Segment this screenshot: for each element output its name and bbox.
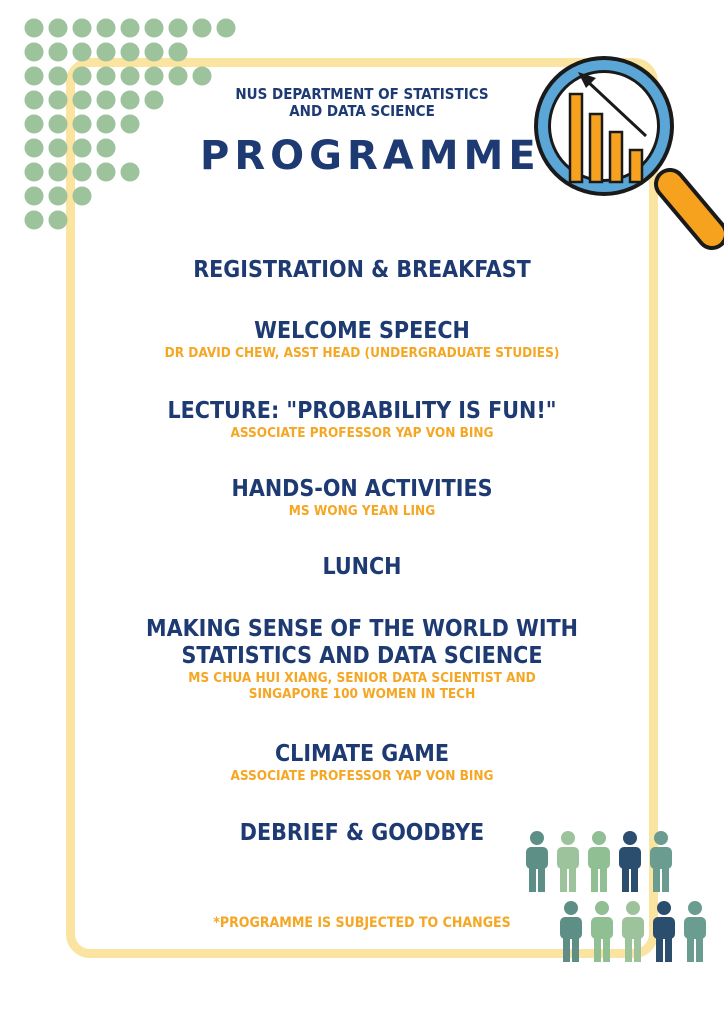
decorative-dot	[49, 139, 68, 158]
decorative-dot	[97, 163, 116, 182]
decorative-dot	[49, 211, 68, 230]
decorative-dot	[217, 19, 236, 38]
programme-item-hands-on	[100, 476, 624, 519]
decorative-dot	[25, 139, 44, 158]
item-speaker: MS WONG YEAN LING	[288, 503, 436, 519]
person-icon	[622, 901, 644, 962]
item-title: LUNCH	[322, 554, 402, 580]
decorative-dot	[49, 43, 68, 62]
decorative-dot	[97, 91, 116, 110]
item-title-line-2: STATISTICS AND DATA SCIENCE	[181, 643, 543, 669]
decorative-dot	[25, 67, 44, 86]
item-speaker-line-1: MS CHUA HUI XIANG, SENIOR DATA SCIENTIST AND	[188, 670, 536, 686]
person-icon	[591, 901, 613, 962]
programme-item-debrief	[100, 820, 624, 847]
person-icon	[684, 901, 706, 962]
decorative-dot	[121, 19, 140, 38]
person-icon	[653, 901, 675, 962]
page-title: PROGRAMME	[200, 133, 541, 179]
department-line-2: AND DATA SCIENCE	[289, 102, 435, 120]
decorative-dot	[121, 91, 140, 110]
decorative-dot	[97, 67, 116, 86]
decorative-dot	[49, 115, 68, 134]
people-icon	[520, 828, 724, 976]
decorative-dot	[193, 67, 212, 86]
programme-item-lunch	[100, 554, 624, 581]
item-title: CLIMATE GAME	[274, 741, 450, 767]
decorative-dot	[49, 91, 68, 110]
programme-item-lecture	[100, 398, 624, 441]
item-title: HANDS-ON ACTIVITIES	[231, 476, 493, 502]
decorative-dot	[121, 163, 140, 182]
magnifier-handle	[670, 184, 712, 234]
magnifying-glass-icon	[528, 44, 724, 254]
decorative-dot	[97, 19, 116, 38]
decorative-dot	[97, 115, 116, 134]
decorative-dot	[49, 163, 68, 182]
decorative-dot	[97, 139, 116, 158]
department-line-1: NUS DEPARTMENT OF STATISTICS	[235, 85, 489, 103]
department-name	[200, 86, 524, 120]
decorative-dot	[145, 91, 164, 110]
decorative-dot	[25, 187, 44, 206]
decorative-dot	[145, 19, 164, 38]
decorative-dot	[25, 91, 44, 110]
decorative-dot	[121, 43, 140, 62]
decorative-dot	[25, 43, 44, 62]
decorative-dot	[73, 67, 92, 86]
decorative-dot	[121, 67, 140, 86]
person-icon	[650, 831, 672, 892]
decorative-dot	[49, 67, 68, 86]
decorative-dot	[49, 19, 68, 38]
decorative-dot	[121, 115, 140, 134]
decorative-dot	[169, 43, 188, 62]
decorative-dot	[169, 19, 188, 38]
decorative-dot	[73, 91, 92, 110]
item-title-line-1: MAKING SENSE OF THE WORLD WITH	[145, 616, 578, 642]
programme-item-welcome	[100, 318, 624, 361]
decorative-dot	[25, 211, 44, 230]
footer-note: *PROGRAMME IS SUBJECTED TO CHANGES	[213, 915, 511, 931]
decorative-dot	[49, 187, 68, 206]
item-speaker: ASSOCIATE PROFESSOR YAP VON BING	[230, 425, 494, 441]
decorative-dot	[25, 163, 44, 182]
programme-item-making-sense	[100, 616, 624, 702]
decorative-dot	[193, 19, 212, 38]
programme-item-climate-game	[100, 741, 624, 784]
decorative-dot	[73, 115, 92, 134]
item-title: DEBRIEF & GOODBYE	[239, 820, 485, 846]
item-speaker-line-2: SINGAPORE 100 WOMEN IN TECH	[248, 686, 476, 702]
item-title: WELCOME SPEECH	[254, 318, 470, 344]
decorative-dot	[73, 163, 92, 182]
decorative-dot	[73, 139, 92, 158]
decorative-dot	[25, 115, 44, 134]
item-title: REGISTRATION & BREAKFAST	[193, 257, 531, 283]
person-icon	[560, 901, 582, 962]
decorative-dot	[145, 43, 164, 62]
item-title: LECTURE: "PROBABILITY IS FUN!"	[167, 398, 557, 424]
decorative-dot	[25, 19, 44, 38]
decorative-dot	[169, 67, 188, 86]
decorative-dot	[73, 19, 92, 38]
decorative-dot	[145, 67, 164, 86]
decorative-dot	[73, 187, 92, 206]
programme-header	[200, 85, 541, 179]
decorative-dot	[73, 43, 92, 62]
item-speaker: DR DAVID CHEW, ASST HEAD (UNDERGRADUATE STUDIES)	[164, 345, 560, 361]
decorative-dot	[97, 43, 116, 62]
item-speaker: ASSOCIATE PROFESSOR YAP VON BING	[230, 768, 494, 784]
programme-item-registration	[100, 257, 624, 284]
